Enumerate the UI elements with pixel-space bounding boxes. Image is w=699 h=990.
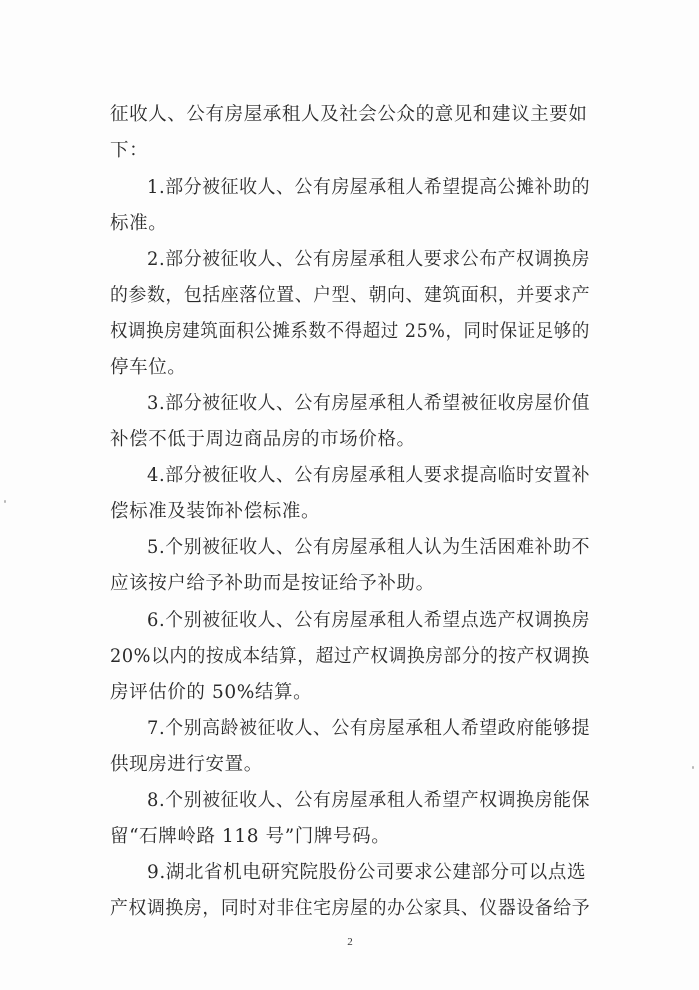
text-line-content: 偿标准及装饰补偿标准。 [110,501,321,522]
text-line-content: 权调换房建筑面积公摊系数不得超过 25%，同时保证足够的 [110,321,590,342]
text-line-content: 下： [110,140,149,161]
text-line [0,678,699,708]
text-line [0,750,699,780]
text-line-content: 7.个别高龄被征收人、公有房屋承租人希望政府能够提 [147,718,591,739]
text-line-content: 4.部分被征收人、公有房屋承租人要求提高临时安置补 [147,465,591,486]
text-line [0,100,699,130]
text-line [0,822,699,852]
text-line [0,461,699,491]
text-line [0,353,699,383]
text-line [0,173,699,203]
text-line-content: 20%以内的按成本结算，超过产权调换房部分的按产权调换 [110,646,590,667]
text-line [0,281,699,311]
text-line [0,894,699,924]
text-line-content: 留“石牌岭路 118 号”门牌号码。 [110,826,391,847]
text-line [0,245,699,275]
text-line [0,425,699,455]
text-line-content: 产权调换房，同时对非住宅房屋的办公家具、仪器设备给予 [110,898,591,919]
text-line-content: 9.湖北省机电研究院股份公司要求公建部分可以点选 [147,862,587,883]
text-line [0,136,699,166]
text-line-content: 5.个别被征收人、公有房屋承租人认为生活困难补助不 [147,537,591,558]
text-line-content: 征收人、公有房屋承租人及社会公众的意见和建议主要如 [110,104,588,125]
page-number: 2 [347,936,353,948]
text-line-content: 的参数，包括座落位置、户型、朝向、建筑面积，并要求产 [110,285,591,306]
text-line [0,606,699,636]
text-line-content: 3.部分被征收人、公有房屋承租人希望被征收房屋价值 [147,393,591,414]
text-line [0,497,699,527]
text-line [0,209,699,239]
text-line-content: 2.部分被征收人、公有房屋承租人要求公布产权调换房 [147,249,591,270]
text-line-content: 停车位。 [110,357,187,378]
scan-speck [4,500,6,503]
text-line-content: 供现房进行安置。 [110,754,263,775]
text-line-content: 房评估价的 50%结算。 [110,682,313,703]
scan-speck [692,766,694,769]
text-line [0,642,699,672]
text-line [0,317,699,347]
text-line-content: 补偿不低于周边商品房的市场价格。 [110,429,416,450]
text-line-content: 6.个别被征收人、公有房屋承租人希望点选产权调换房 [147,610,591,631]
text-line [0,389,699,419]
text-line [0,533,699,563]
text-line-content: 标准。 [110,213,168,234]
text-line [0,786,699,816]
text-line [0,569,699,599]
text-line-content: 应该按户给予补助而是按证给予补助。 [110,573,435,594]
text-line-content: 1.部分被征收人、公有房屋承租人希望提高公摊补助的 [147,177,591,198]
text-line-content: 8.个别被征收人、公有房屋承租人希望产权调换房能保 [147,790,591,811]
text-line [0,714,699,744]
text-line [0,858,699,888]
